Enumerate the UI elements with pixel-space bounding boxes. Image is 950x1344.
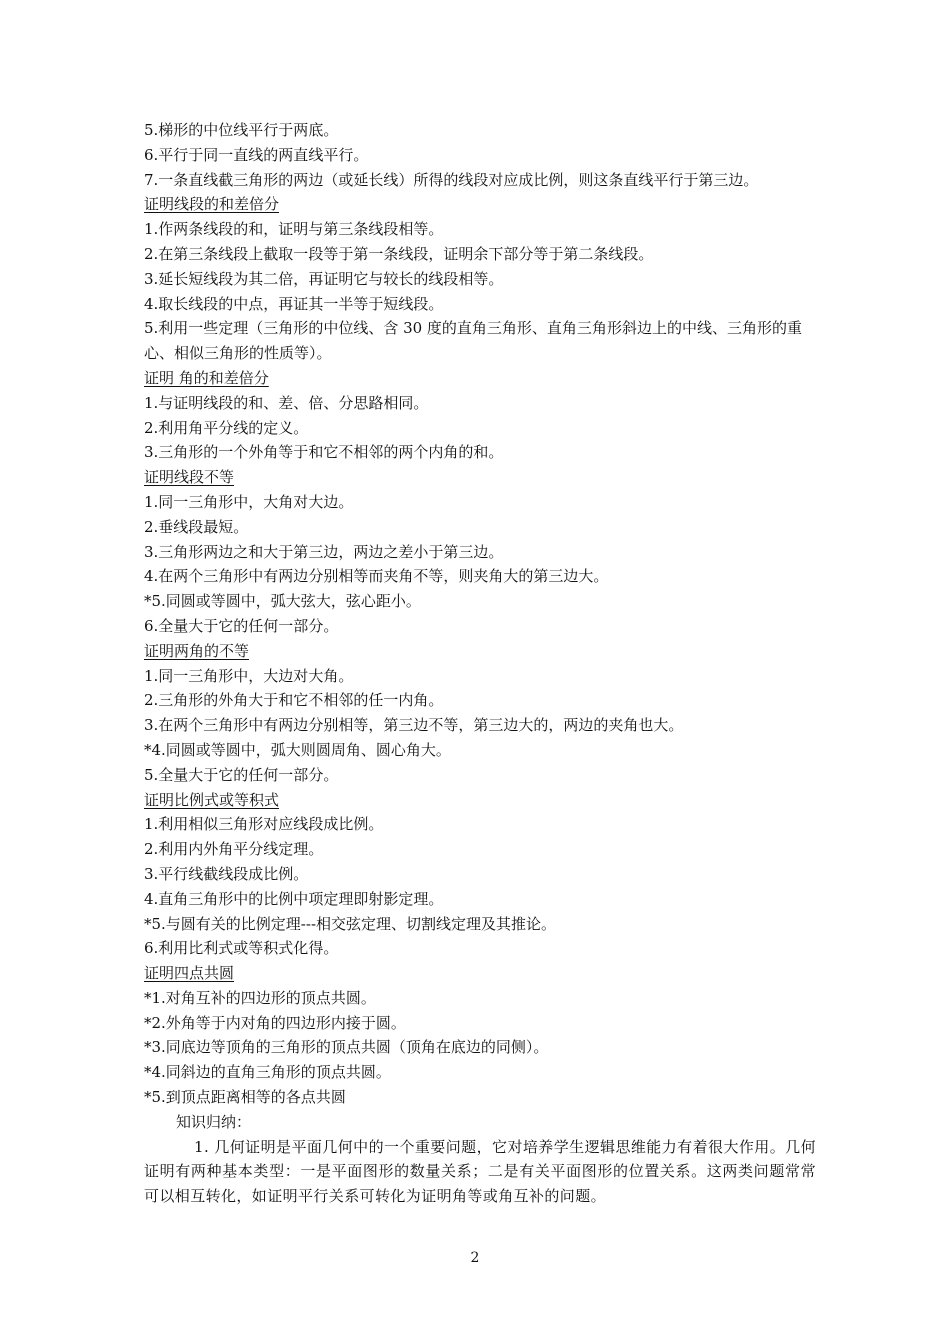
list-item: 2.在第三条线段上截取一段等于第一条线段，证明余下部分等于第二条线段。 bbox=[144, 244, 654, 263]
list-item: 6.全量大于它的任何一部分。 bbox=[144, 616, 339, 635]
list-item: 3.三角形两边之和大于第三边，两边之差小于第三边。 bbox=[144, 542, 504, 561]
list-item: 5.梯形的中位线平行于两底。 bbox=[144, 121, 339, 139]
summary-label: 知识归纳： bbox=[176, 1112, 252, 1131]
list-item: *3.同底边等顶角的三角形的顶点共圆（顶角在底边的同侧）。 bbox=[144, 1038, 549, 1057]
list-item: 2.垂线段最短。 bbox=[144, 517, 249, 536]
section-heading-angle-inequality: 证明两角的不等 bbox=[144, 641, 250, 660]
section-heading-segment-inequality: 证明线段不等 bbox=[144, 468, 235, 487]
section-heading-proportion: 证明比例式或等积式 bbox=[144, 790, 280, 809]
list-item: 2.利用角平分线的定义。 bbox=[144, 418, 309, 437]
list-item: 6.平行于同一直线的两直线平行。 bbox=[144, 145, 369, 164]
page-number: 2 bbox=[470, 1250, 480, 1266]
list-item: 1.同一三角形中，大角对大边。 bbox=[144, 492, 354, 511]
list-item: 7.一条直线截三角形的两边（或延长线）所得的线段对应成比例，则这条直线平行于第三边。 bbox=[144, 170, 759, 189]
list-item: *1.对角互补的四边形的顶点共圆。 bbox=[144, 988, 376, 1007]
list-item: 6.利用比利式或等积式化得。 bbox=[144, 939, 339, 958]
list-item: 4.取长线段的中点，再证其一半等于短线段。 bbox=[144, 294, 444, 313]
summary-paragraph: 1. 几何证明是平面几何中的一个重要问题，它对培养学生逻辑思维能力有着很大作用。几何证明有两种基本类型：一是平面图形的数量关系；二是有关平面图形的位置关系。这两类问题常常可以相互转化，如证明平行关系可转化为证明角等或角互补的问题。 bbox=[144, 1137, 816, 1206]
list-item: *5.与圆有关的比例定理---相交弦定理、切割线定理及其推论。 bbox=[144, 914, 557, 933]
list-item: 3.三角形的一个外角等于和它不相邻的两个内角的和。 bbox=[144, 443, 504, 462]
list-item: 3.在两个三角形中有两边分别相等，第三边不等，第三边大的，两边的夹角也大。 bbox=[144, 716, 684, 735]
list-item: 1.利用相似三角形对应线段成比例。 bbox=[144, 815, 384, 834]
list-item: 4.直角三角形中的比例中项定理即射影定理。 bbox=[144, 889, 444, 908]
list-item: 2.利用内外角平分线定理。 bbox=[144, 840, 324, 859]
list-item: *4.同圆或等圆中，弧大则圆周角、圆心角大。 bbox=[144, 740, 451, 759]
page-content bbox=[144, 118, 816, 1209]
list-item: 3.延长短线段为其二倍，再证明它与较长的线段相等。 bbox=[144, 269, 504, 288]
section-heading-angle-sum-difference: 证明 角的和差倍分 bbox=[144, 368, 269, 387]
list-item: 5.利用一些定理（三角形的中位线、含 30 度的直角三角形、直角三角形斜边上的中线、三角形的重心、相似三角形的性质等）。 bbox=[144, 319, 802, 363]
list-item: *5.同圆或等圆中，弧大弦大，弦心距小。 bbox=[144, 592, 421, 611]
list-item: 5.全量大于它的任何一部分。 bbox=[144, 765, 339, 784]
list-item: 1.与证明线段的和、差、倍、分思路相同。 bbox=[144, 393, 429, 412]
list-item: 4.在两个三角形中有两边分别相等而夹角不等，则夹角大的第三边大。 bbox=[144, 567, 609, 586]
section-heading-concyclic: 证明四点共圆 bbox=[144, 964, 235, 983]
list-item: 3.平行线截线段成比例。 bbox=[144, 864, 309, 883]
list-item: 1.作两条线段的和，证明与第三条线段相等。 bbox=[144, 220, 444, 239]
list-item: *2.外角等于内对角的四边形内接于圆。 bbox=[144, 1013, 406, 1032]
list-item: *4.同斜边的直角三角形的顶点共圆。 bbox=[144, 1063, 391, 1082]
list-item: 2.三角形的外角大于和它不相邻的任一内角。 bbox=[144, 691, 444, 710]
list-item: *5.到顶点距离相等的各点共圆 bbox=[144, 1088, 346, 1107]
list-item: 1.同一三角形中，大边对大角。 bbox=[144, 666, 354, 685]
section-heading-segment-sum-difference: 证明线段的和差倍分 bbox=[144, 195, 280, 214]
